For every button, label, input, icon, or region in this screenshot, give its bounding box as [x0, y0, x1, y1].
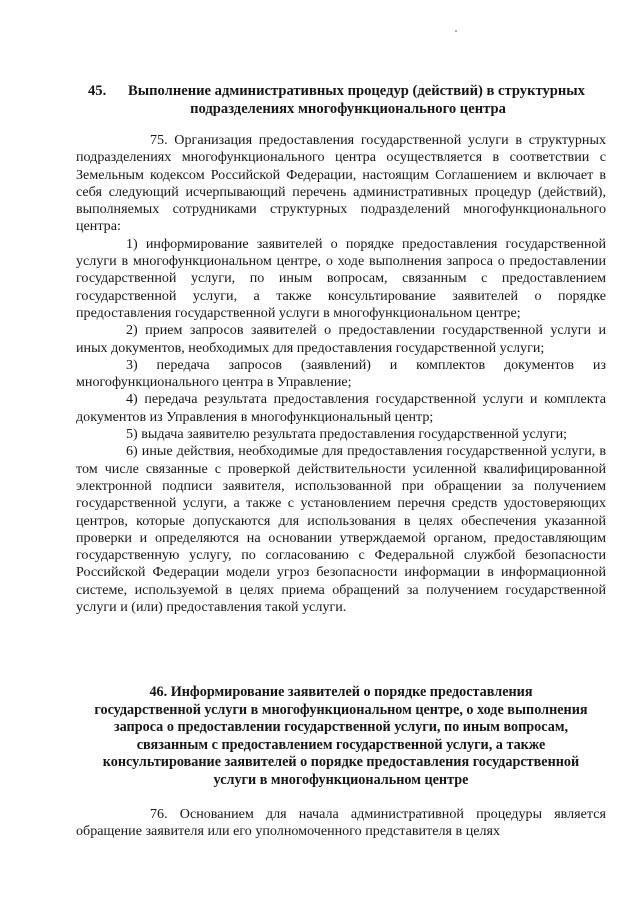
list-item-5: 5) выдача заявителю результата предоставления государственной услуги; [126, 426, 568, 443]
section-46-line-4: связанным с предоставлением государственной услуги, а также [136, 736, 546, 753]
section-46-line-3: запроса о предоставлении государственной услуги, по иным вопросам, [113, 719, 569, 736]
section-45-number: 45. [88, 83, 107, 99]
list-item-4: 4) передача результата предоставления государственной услуги и комплекта документов из Управления в многофункциональный центр; [76, 391, 606, 425]
section-46-heading [76, 684, 606, 790]
paragraph-76 [76, 806, 606, 841]
paragraph-75 [76, 132, 606, 616]
section-46-line-6: услуги в многофункциональном центре [213, 771, 469, 788]
list-item-3: 3) передача запросов (заявлений) и комплектов документов из многофункционального центра в Управление; [76, 356, 606, 391]
section-46-line-2: государственной услуги в многофункциональном центре, о ходе выполнения [94, 701, 588, 718]
list-item-6: 6) иные действия, необходимые для предоставления государственной услуги, в том числе связанные с проверкой действительности усиленной квалифицированной электронной подписи заявителя, использованной при обращении за получением государственной услуги, а также с установлением перечня средств удостоверяющих центров, которые допускаются для использования в целях обеспечения указанной проверки и определяются на основании утверждаемой органом, предоставляющим государственную услугу, по согласованию с Федеральной службой безопасности Российской Федерации модели угроз безопасности информации в информационной системе, используемой в целях приема обращений за получением государственной услуги и (или) предоставления такой услуги. [76, 443, 606, 616]
paragraph-75-intro: 75. Организация предоставления государственной услуги в структурных подразделениях многофункционального центра осуществляется в соответствии с Земельным кодексом Российской Федерации, настоящим Соглашением и включает в себя следующий исчерпывающий перечень административных процедур (действий), выполняемых сотрудниками структурных подразделений многофункционального центра: [76, 132, 606, 235]
section-46-line-5: консультирование заявителей о порядке предоставления государственной [102, 754, 580, 771]
paragraph-76-text: 76. Основанием для начала административной процедуры является обращение заявителя или его уполномоченного представителя в целях [76, 806, 606, 840]
section-45-title-line-2: подразделениях многофункционального центра [190, 101, 506, 117]
list-item-2: 2) прием запросов заявителей о предоставлении государственной услуги и иных документов, необходимых для предоставления государственной услуги; [76, 322, 606, 356]
scan-speck [455, 30, 457, 32]
section-45-title-line-1: Выполнение административных процедур (действий) в структурных [128, 83, 585, 99]
list-item-1: 1) информирование заявителей о порядке предоставления государственной услуги в многофункциональном центре, о ходе выполнения запроса о предоставлении государственной услуги, по иным вопросам, связанным с предоставлением государственной услуги, а также консультирование заявителей о порядке предоставления государственной услуги в многофункциональном центре; [76, 235, 606, 321]
section-46-line-1: 46. Информирование заявителей о порядке предоставления [149, 684, 533, 700]
